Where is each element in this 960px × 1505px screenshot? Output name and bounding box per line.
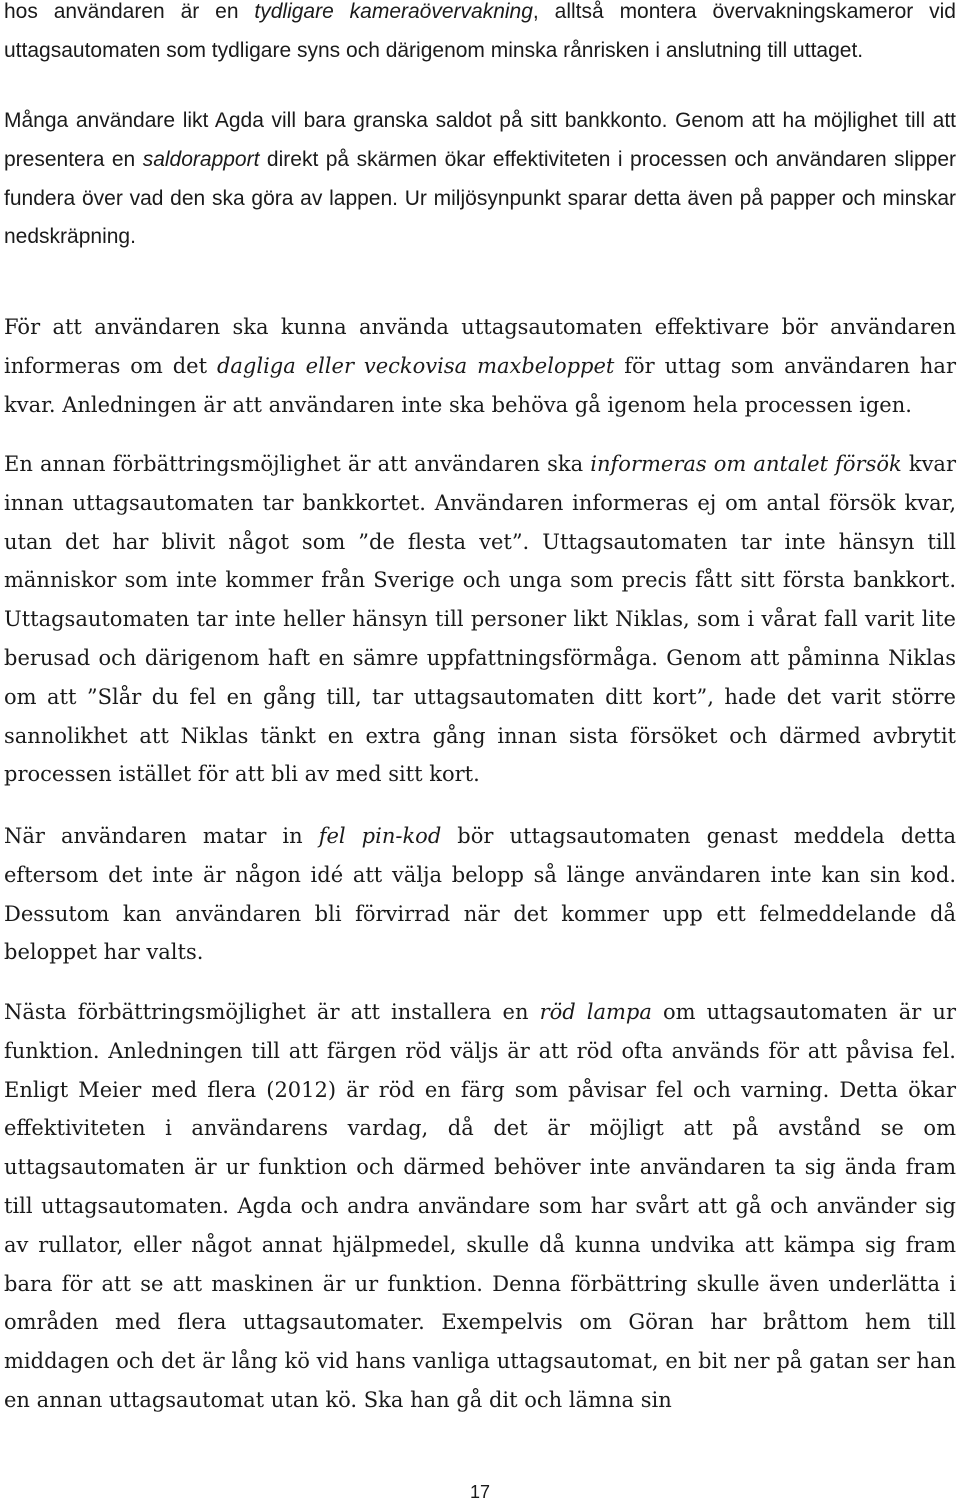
page-number: 17 (469, 1482, 491, 1502)
paragraph-1-text-b: , alltså montera övervakningskameror vid uttagsautomaten som tydligare syns och därigenom minska rånrisken i anslutning till uttaget. (4, 0, 956, 62)
paragraph-5-text-a: När användaren matar in (4, 824, 319, 848)
paragraph-4 (4, 445, 956, 794)
paragraph-4-text-b: kvar innan uttagsautomaten tar bankkortet. Användaren informeras ej om antal försök kvar, utan det har blivit något som ”de flesta vet”. Uttagsautomaten tar inte hänsyn till människor som inte kommer från Sverige och unga som precis fått sitt första bankkort. Uttagsautomaten tar inte heller hänsyn till personer likt Niklas, som i vårat fall varit lite berusad och därigenom haft en sämre uppfattningsförmåga. Genom att påminna Niklas om att ”Slår du fel en gång till, tar uttagsautomaten ditt kort”, hade det varit större sannolikhet att Niklas tänkt en extra gång innan sista försöket och därmed avbrytit processen istället för att bli av med sitt kort. (4, 452, 956, 787)
paragraph-6-emphasis: röd lampa (539, 1000, 652, 1024)
paragraph-4-emphasis: informeras om antalet försök (590, 452, 902, 476)
paragraph-2 (4, 102, 956, 257)
paragraph-3-emphasis: dagliga eller veckovisa maxbeloppet (216, 353, 615, 378)
paragraph-3 (4, 308, 956, 424)
paragraph-2-text-a: Många användare likt Agda vill bara granska saldot på sitt bankkonto. Genom att ha möjlighet till att presentera en (4, 109, 956, 171)
paragraph-5-text-b: bör uttagsautomaten genast meddela detta eftersom det inte är någon idé att välja belopp så länge användaren inte kan sin kod. Dessutom kan användaren bli förvirrad när det kommer upp ett felmeddelande då beloppet har valts. (4, 824, 957, 965)
paragraph-6-text-a: Nästa förbättringsmöjlighet är att installera en (4, 1000, 540, 1024)
paragraph-5-emphasis: fel pin-kod (318, 824, 442, 848)
paragraph-1-text-a: hos användaren är en (4, 0, 255, 23)
paragraph-3-text-a: För att användaren ska kunna använda uttagsautomaten effektivare bör användaren informeras om det (4, 315, 956, 378)
paragraph-1 (4, 0, 956, 71)
paragraph-3-text-b: för uttag som användaren har kvar. Anledningen är att användaren inte ska behöva gå igenom hela processen igen. (4, 353, 956, 417)
paragraph-1-emphasis: tydligare kameraövervakning (254, 0, 533, 23)
paragraph-2-text-b: direkt på skärmen ökar effektiviteten i processen och användaren slipper fundera över vad den ska göra av lappen. Ur miljösynpunkt sparar detta även på papper och minskar nedskräpning. (4, 147, 956, 249)
paragraph-6 (4, 993, 956, 1420)
paragraph-4-text-a: En annan förbättringsmöjlighet är att användaren ska (4, 452, 591, 476)
paragraph-5 (4, 817, 956, 972)
paragraph-2-emphasis: saldorapport (142, 147, 260, 171)
paragraph-6-text-b: om uttagsautomaten är ur funktion. Anledningen till att färgen röd väljs är att röd ofta används för att påvisa fel. Enligt Meier med flera (2012) är röd en färg som påvisar fel och varning. Detta ökar effektiviteten i användarens vardag, då det är möjligt att på avstånd se om uttagsautomaten är ur funktion och därmed behöver inte användaren ta sig ända fram till uttagsautomaten. Agda och andra användare som har svårt att gå och använder sig av rullator, eller något annat hjälpmedel, skulle då kunna undvika att kämpa sig fram bara för att se att maskinen är ur funktion. Denna förbättring skulle även underlätta i områden med flera uttagsautomater. Exempelvis om Göran har bråttom hem till middagen och det är lång kö vid hans vanliga uttagsautomat, en bit ner på gatan ser han en annan uttagsautomat utan kö. Ska han gå dit och lämna sin (4, 1000, 956, 1412)
